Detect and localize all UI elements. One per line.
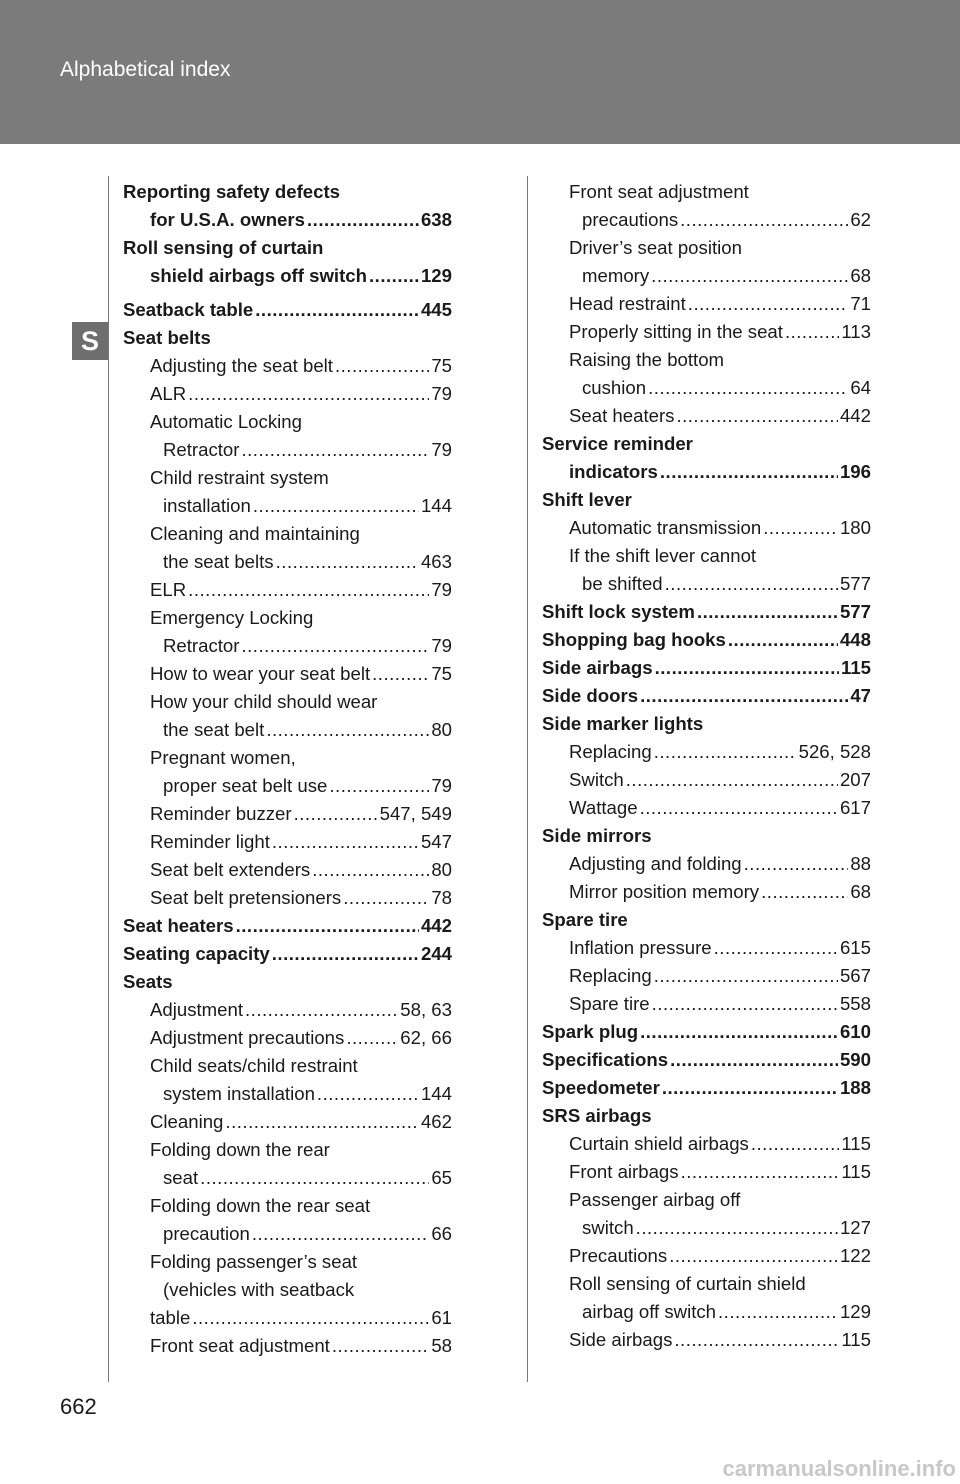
dot-leader bbox=[761, 878, 848, 906]
entry-text: Front seat adjustment bbox=[150, 1335, 330, 1356]
entry-page-ref: 442 bbox=[420, 915, 452, 936]
dot-leader bbox=[676, 402, 838, 430]
entry-text: indicators bbox=[569, 461, 658, 482]
entry-text: airbag off switch bbox=[582, 1301, 717, 1322]
entry-text: Retractor bbox=[163, 439, 240, 460]
entry-text: Pregnant women, bbox=[150, 747, 296, 768]
index-entry bbox=[542, 1214, 871, 1242]
entry-text: Curtain shield airbags bbox=[569, 1133, 749, 1154]
entry-page-ref: 577 bbox=[839, 601, 871, 622]
entry-page-ref: 79 bbox=[431, 635, 452, 656]
dot-leader bbox=[241, 436, 429, 464]
dot-leader bbox=[670, 1046, 838, 1074]
index-entry bbox=[542, 766, 871, 794]
index-entry bbox=[123, 828, 452, 856]
index-column-left bbox=[123, 178, 452, 1360]
index-entry-heading bbox=[123, 968, 452, 996]
index-entry bbox=[542, 1298, 871, 1326]
index-entry bbox=[542, 850, 871, 878]
entry-text: Specifications bbox=[542, 1049, 669, 1070]
entry-text: table bbox=[150, 1307, 191, 1328]
entry-page-ref: 68 bbox=[850, 265, 871, 286]
entry-page-ref: 617 bbox=[839, 797, 871, 818]
dot-leader bbox=[655, 654, 839, 682]
entry-text: Seat belt pretensioners bbox=[150, 887, 342, 908]
entry-page-ref: 129 bbox=[839, 1301, 871, 1322]
entry-page-ref: 115 bbox=[841, 1133, 871, 1154]
entry-page-ref: 115 bbox=[841, 1329, 871, 1350]
index-entry bbox=[542, 458, 871, 486]
index-entry bbox=[123, 1052, 452, 1080]
entry-page-ref: 462 bbox=[420, 1111, 452, 1132]
index-entry bbox=[542, 178, 871, 206]
dot-leader bbox=[697, 598, 838, 626]
index-entry bbox=[542, 962, 871, 990]
entry-text: shield airbags off switch bbox=[150, 265, 367, 286]
index-entry-heading bbox=[542, 654, 871, 682]
dot-leader bbox=[307, 206, 419, 234]
entry-page-ref: 638 bbox=[420, 209, 452, 230]
index-entry-heading bbox=[123, 234, 452, 262]
dot-leader bbox=[728, 626, 838, 654]
entry-text: Side marker lights bbox=[542, 713, 704, 734]
entry-text: the seat belts bbox=[163, 551, 274, 572]
index-entry bbox=[542, 990, 871, 1018]
entry-text: Spare tire bbox=[542, 909, 628, 930]
entry-page-ref: 66 bbox=[431, 1223, 452, 1244]
entry-text: Cleaning bbox=[150, 1111, 224, 1132]
entry-text: Reminder light bbox=[150, 831, 270, 852]
entry-page-ref: 590 bbox=[839, 1049, 871, 1070]
entry-page-ref: 442 bbox=[839, 405, 871, 426]
index-entry bbox=[123, 744, 452, 772]
entry-page-ref: 58, 63 bbox=[400, 999, 452, 1020]
entry-text: proper seat belt use bbox=[163, 775, 328, 796]
dot-leader bbox=[674, 1326, 839, 1354]
index-entry bbox=[123, 1220, 452, 1248]
dot-leader bbox=[252, 1220, 429, 1248]
dot-leader bbox=[188, 576, 429, 604]
entry-text: Shift lock system bbox=[542, 601, 695, 622]
entry-text: be shifted bbox=[582, 573, 663, 594]
entry-text: Inflation pressure bbox=[569, 937, 712, 958]
index-entry bbox=[542, 878, 871, 906]
index-entry bbox=[123, 380, 452, 408]
entry-text: system installation bbox=[163, 1083, 315, 1104]
entry-text: Seat heaters bbox=[123, 915, 234, 936]
entry-text: Seat belt extenders bbox=[150, 859, 311, 880]
header-title: Alphabetical index bbox=[60, 58, 231, 81]
entry-text: Seat belts bbox=[123, 327, 211, 348]
entry-text: Adjustment bbox=[150, 999, 244, 1020]
entry-text: Side airbags bbox=[569, 1329, 673, 1350]
entry-text: precautions bbox=[582, 209, 679, 230]
dot-leader bbox=[266, 716, 429, 744]
page-number: 662 bbox=[60, 1394, 97, 1419]
entry-text: Seating capacity bbox=[123, 943, 270, 964]
entry-page-ref: 610 bbox=[839, 1021, 871, 1042]
dot-leader bbox=[332, 1332, 429, 1360]
entry-text: installation bbox=[163, 495, 251, 516]
dot-leader bbox=[255, 296, 419, 324]
entry-text: Folding down the rear seat bbox=[150, 1195, 371, 1216]
index-entry bbox=[123, 604, 452, 632]
dot-leader bbox=[253, 492, 419, 520]
entry-text: Retractor bbox=[163, 635, 240, 656]
dot-leader bbox=[669, 1242, 838, 1270]
entry-text: Adjustment precautions bbox=[150, 1027, 345, 1048]
dot-leader bbox=[763, 514, 838, 542]
dot-leader bbox=[718, 1298, 838, 1326]
index-entry bbox=[542, 1326, 871, 1354]
entry-text: Replacing bbox=[569, 965, 652, 986]
index-entry bbox=[123, 1192, 452, 1220]
dot-leader bbox=[329, 772, 429, 800]
entry-text: Service reminder bbox=[542, 433, 693, 454]
dot-leader bbox=[372, 660, 429, 688]
entry-page-ref: 71 bbox=[850, 293, 871, 314]
index-entry bbox=[123, 464, 452, 492]
entry-page-ref: 188 bbox=[839, 1077, 871, 1098]
entry-text: Shift lever bbox=[542, 489, 632, 510]
dot-leader bbox=[245, 996, 398, 1024]
index-entry bbox=[542, 374, 871, 402]
dot-leader bbox=[272, 940, 419, 968]
entry-text: Folding passenger’s seat bbox=[150, 1251, 358, 1272]
entry-text: Spark plug bbox=[542, 1021, 639, 1042]
entry-text: Replacing bbox=[569, 741, 652, 762]
entry-text: seat bbox=[163, 1167, 199, 1188]
entry-text: (vehicles with seatback bbox=[163, 1279, 355, 1300]
dot-leader bbox=[312, 856, 429, 884]
entry-page-ref: 115 bbox=[841, 1161, 871, 1182]
entry-page-ref: 62 bbox=[850, 209, 871, 230]
entry-text: Speedometer bbox=[542, 1077, 660, 1098]
index-entry bbox=[123, 408, 452, 436]
index-entry bbox=[123, 716, 452, 744]
index-entry-heading bbox=[123, 324, 452, 352]
entry-page-ref: 196 bbox=[839, 461, 871, 482]
entry-text: Roll sensing of curtain bbox=[123, 237, 324, 258]
dot-leader bbox=[681, 1158, 840, 1186]
dot-leader bbox=[660, 458, 838, 486]
entry-page-ref: 567 bbox=[839, 965, 871, 986]
index-entry bbox=[123, 660, 452, 688]
entry-text: Automatic transmission bbox=[569, 517, 762, 538]
entry-text: Emergency Locking bbox=[150, 607, 314, 628]
index-entry bbox=[123, 632, 452, 660]
entry-text: Child restraint system bbox=[150, 467, 329, 488]
index-entry bbox=[542, 1130, 871, 1158]
index-entry bbox=[123, 884, 452, 912]
entry-page-ref: 78 bbox=[431, 887, 452, 908]
index-entry bbox=[123, 1276, 452, 1304]
index-entry bbox=[123, 1136, 452, 1164]
entry-page-ref: 113 bbox=[841, 321, 871, 342]
entry-text: Reporting safety defects bbox=[123, 181, 340, 202]
entry-page-ref: 448 bbox=[839, 629, 871, 650]
entry-page-ref: 75 bbox=[431, 663, 452, 684]
entry-page-ref: 61 bbox=[431, 1307, 452, 1328]
page-header bbox=[0, 0, 960, 144]
dot-leader bbox=[785, 318, 839, 346]
entry-page-ref: 47 bbox=[850, 685, 871, 706]
entry-text: Reminder buzzer bbox=[150, 803, 292, 824]
index-entry-heading bbox=[542, 626, 871, 654]
dot-leader bbox=[640, 682, 848, 710]
index-entry-heading bbox=[542, 598, 871, 626]
entry-text: SRS airbags bbox=[542, 1105, 652, 1126]
index-entry bbox=[542, 262, 871, 290]
entry-page-ref: 180 bbox=[839, 517, 871, 538]
entry-text: Side airbags bbox=[542, 657, 653, 678]
entry-page-ref: 79 bbox=[431, 439, 452, 460]
entry-page-ref: 547, 549 bbox=[379, 803, 452, 824]
dot-leader bbox=[665, 570, 838, 598]
index-entry-heading bbox=[123, 296, 452, 324]
dot-leader bbox=[654, 738, 797, 766]
entry-text: Precautions bbox=[569, 1245, 668, 1266]
entry-text: How your child should wear bbox=[150, 691, 378, 712]
dot-leader bbox=[751, 1130, 840, 1158]
entry-text: Child seats/child restraint bbox=[150, 1055, 358, 1076]
entry-page-ref: 65 bbox=[431, 1167, 452, 1188]
index-entry-heading bbox=[542, 682, 871, 710]
entry-text: Front airbags bbox=[569, 1161, 679, 1182]
entry-text: Adjusting and folding bbox=[569, 853, 742, 874]
entry-page-ref: 68 bbox=[850, 881, 871, 902]
dot-leader bbox=[714, 934, 838, 962]
entry-text: Wattage bbox=[569, 797, 638, 818]
entry-text: Folding down the rear bbox=[150, 1139, 330, 1160]
entry-page-ref: 144 bbox=[420, 495, 452, 516]
entry-text: Properly sitting in the seat bbox=[569, 321, 783, 342]
dot-leader bbox=[640, 794, 838, 822]
entry-text: Seats bbox=[123, 971, 173, 992]
dot-leader bbox=[192, 1304, 429, 1332]
column-divider-left bbox=[108, 176, 109, 1382]
dot-leader bbox=[744, 850, 849, 878]
entry-page-ref: 547 bbox=[420, 831, 452, 852]
index-entry bbox=[123, 1248, 452, 1276]
entry-page-ref: 207 bbox=[839, 769, 871, 790]
entry-page-ref: 80 bbox=[431, 719, 452, 740]
dot-leader bbox=[636, 1214, 838, 1242]
entry-page-ref: 244 bbox=[420, 943, 452, 964]
dot-leader bbox=[369, 262, 419, 290]
dot-leader bbox=[335, 352, 429, 380]
entry-page-ref: 463 bbox=[420, 551, 452, 572]
column-divider-middle bbox=[527, 176, 528, 1382]
entry-page-ref: 64 bbox=[850, 377, 871, 398]
dot-leader bbox=[225, 1108, 419, 1136]
entry-text: precaution bbox=[163, 1223, 250, 1244]
index-entry bbox=[123, 576, 452, 604]
index-entry bbox=[542, 1186, 871, 1214]
index-entry bbox=[542, 542, 871, 570]
index-entry bbox=[123, 688, 452, 716]
entry-page-ref: 58 bbox=[431, 1335, 452, 1356]
index-entry-heading bbox=[542, 906, 871, 934]
entry-text: Seat heaters bbox=[569, 405, 675, 426]
section-letter-tab: S bbox=[72, 322, 108, 360]
index-entry bbox=[542, 738, 871, 766]
index-entry bbox=[123, 772, 452, 800]
dot-leader bbox=[640, 1018, 838, 1046]
dot-leader bbox=[651, 262, 848, 290]
entry-text: cushion bbox=[582, 377, 647, 398]
entry-text: If the shift lever cannot bbox=[569, 545, 757, 566]
index-entry bbox=[542, 1158, 871, 1186]
entry-text: ELR bbox=[150, 579, 187, 600]
index-entry bbox=[542, 234, 871, 262]
dot-leader bbox=[626, 766, 838, 794]
index-entry-heading bbox=[542, 1046, 871, 1074]
entry-text: Seatback table bbox=[123, 299, 254, 320]
index-entry bbox=[123, 800, 452, 828]
dot-leader bbox=[272, 828, 419, 856]
entry-page-ref: 62, 66 bbox=[400, 1027, 452, 1048]
index-entry bbox=[123, 436, 452, 464]
entry-text: ALR bbox=[150, 383, 187, 404]
index-entry bbox=[542, 346, 871, 374]
entry-text: memory bbox=[582, 265, 650, 286]
entry-text: Raising the bottom bbox=[569, 349, 725, 370]
index-entry-heading bbox=[542, 430, 871, 458]
index-entry-heading bbox=[542, 822, 871, 850]
entry-text: for U.S.A. owners bbox=[150, 209, 305, 230]
dot-leader bbox=[200, 1164, 429, 1192]
entry-page-ref: 615 bbox=[839, 937, 871, 958]
entry-page-ref: 88 bbox=[850, 853, 871, 874]
entry-text: Head restraint bbox=[569, 293, 686, 314]
dot-leader bbox=[188, 380, 429, 408]
entry-text: How to wear your seat belt bbox=[150, 663, 371, 684]
entry-text: the seat belt bbox=[163, 719, 265, 740]
index-entry bbox=[123, 1164, 452, 1192]
dot-leader bbox=[662, 1074, 838, 1102]
index-entry bbox=[542, 1242, 871, 1270]
dot-leader bbox=[648, 374, 848, 402]
index-entry-heading bbox=[542, 1018, 871, 1046]
entry-text: Passenger airbag off bbox=[569, 1189, 741, 1210]
dot-leader bbox=[680, 206, 848, 234]
entry-page-ref: 526, 528 bbox=[798, 741, 871, 762]
entry-page-ref: 122 bbox=[839, 1245, 871, 1266]
index-entry bbox=[542, 934, 871, 962]
index-entry bbox=[123, 352, 452, 380]
entry-page-ref: 577 bbox=[839, 573, 871, 594]
index-entry bbox=[123, 1024, 452, 1052]
entry-text: Side doors bbox=[542, 685, 639, 706]
entry-text: Automatic Locking bbox=[150, 411, 302, 432]
index-entry bbox=[542, 514, 871, 542]
index-entry-heading bbox=[542, 486, 871, 514]
entry-page-ref: 558 bbox=[839, 993, 871, 1014]
entry-page-ref: 445 bbox=[420, 299, 452, 320]
dot-leader bbox=[343, 884, 429, 912]
index-entry bbox=[123, 262, 452, 296]
index-entry-heading bbox=[123, 178, 452, 206]
dot-leader bbox=[236, 912, 419, 940]
index-entry-heading bbox=[542, 1074, 871, 1102]
dot-leader bbox=[346, 1024, 398, 1052]
entry-page-ref: 144 bbox=[420, 1083, 452, 1104]
index-entry bbox=[123, 206, 452, 234]
index-entry bbox=[123, 520, 452, 548]
dot-leader bbox=[294, 800, 378, 828]
index-entry-heading bbox=[123, 940, 452, 968]
entry-text: Adjusting the seat belt bbox=[150, 355, 333, 376]
entry-page-ref: 115 bbox=[841, 657, 871, 678]
entry-text: Mirror position memory bbox=[569, 881, 760, 902]
dot-leader bbox=[241, 632, 429, 660]
entry-page-ref: 127 bbox=[839, 1217, 871, 1238]
index-entry bbox=[542, 402, 871, 430]
index-entry bbox=[542, 206, 871, 234]
entry-page-ref: 75 bbox=[431, 355, 452, 376]
index-entry-heading bbox=[542, 1102, 871, 1130]
index-entry bbox=[123, 548, 452, 576]
index-entry bbox=[123, 492, 452, 520]
entry-text: Shopping bag hooks bbox=[542, 629, 726, 650]
index-entry bbox=[123, 1332, 452, 1360]
dot-leader bbox=[317, 1080, 419, 1108]
index-entry bbox=[542, 794, 871, 822]
entry-text: Driver’s seat position bbox=[569, 237, 742, 258]
dot-leader bbox=[652, 990, 838, 1018]
entry-text: Switch bbox=[569, 769, 624, 790]
entry-page-ref: 79 bbox=[431, 383, 452, 404]
entry-text: Spare tire bbox=[569, 993, 650, 1014]
entry-text: switch bbox=[582, 1217, 634, 1238]
index-entry bbox=[542, 318, 871, 346]
index-entry bbox=[123, 856, 452, 884]
entry-page-ref: 129 bbox=[420, 265, 452, 286]
index-entry-heading bbox=[542, 710, 871, 738]
entry-text: Side mirrors bbox=[542, 825, 652, 846]
index-entry bbox=[123, 1080, 452, 1108]
index-entry bbox=[123, 1304, 452, 1332]
entry-text: Front seat adjustment bbox=[569, 181, 749, 202]
entry-page-ref: 79 bbox=[431, 579, 452, 600]
index-entry bbox=[123, 996, 452, 1024]
dot-leader bbox=[276, 548, 419, 576]
dot-leader bbox=[654, 962, 838, 990]
index-entry bbox=[542, 570, 871, 598]
watermark-logo: carmanualsonline.info bbox=[722, 1456, 956, 1481]
index-column-right bbox=[542, 178, 871, 1354]
index-entry bbox=[542, 1270, 871, 1298]
entry-page-ref: 80 bbox=[431, 859, 452, 880]
index-entry bbox=[123, 1108, 452, 1136]
index-entry-heading bbox=[123, 912, 452, 940]
entry-text: Roll sensing of curtain shield bbox=[569, 1273, 806, 1294]
entry-page-ref: 79 bbox=[431, 775, 452, 796]
index-entry bbox=[542, 290, 871, 318]
entry-text: Cleaning and maintaining bbox=[150, 523, 360, 544]
dot-leader bbox=[688, 290, 849, 318]
